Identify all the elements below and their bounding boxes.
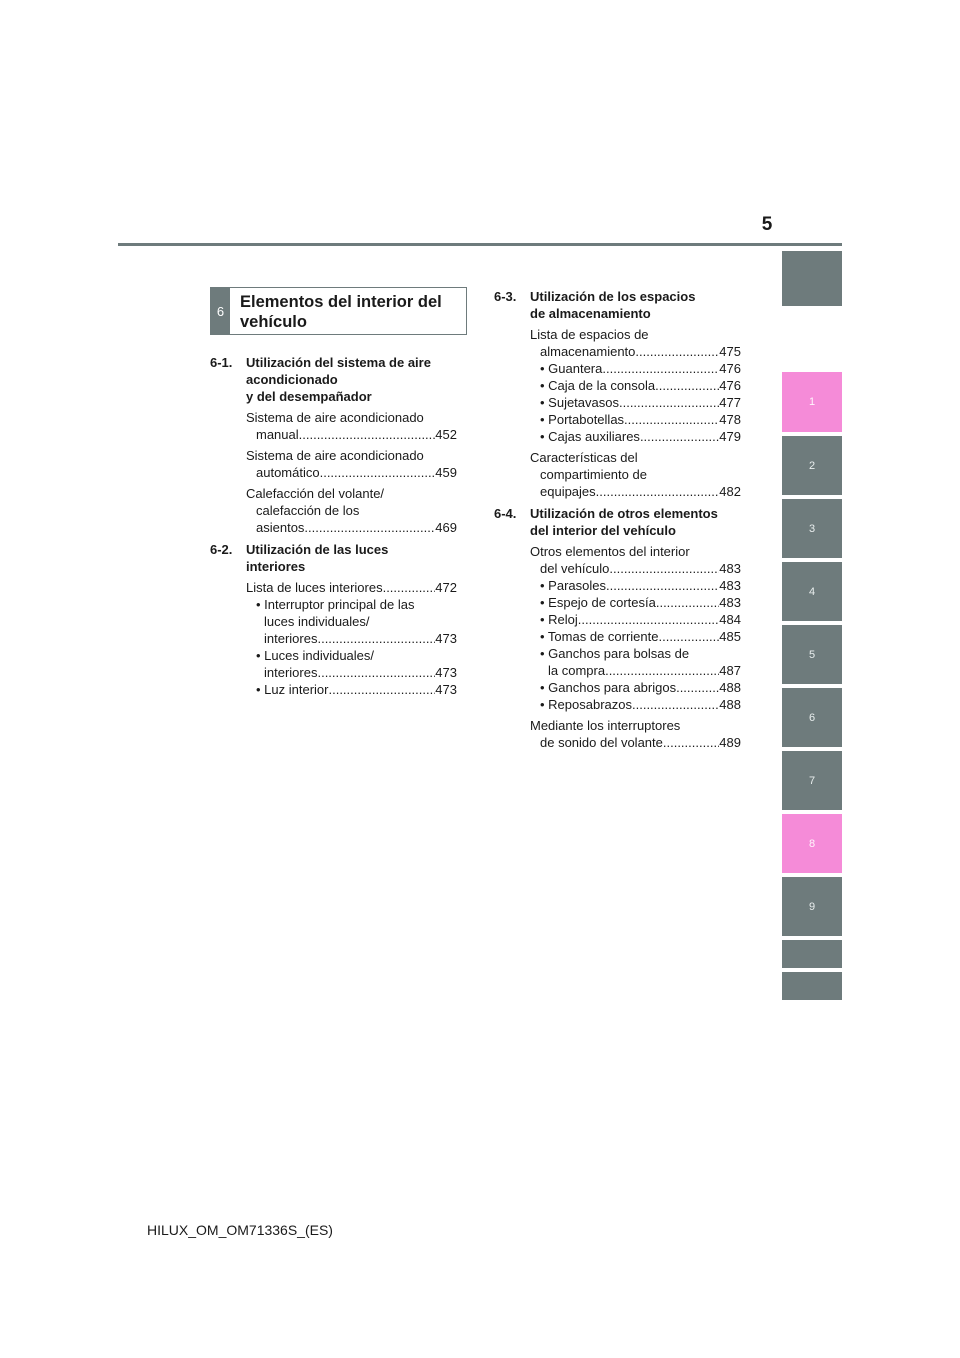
toc-group-number: 6-2. — [210, 542, 233, 557]
chapter-tab-5[interactable]: 5 — [782, 625, 842, 684]
toc-entry-line[interactable] — [530, 560, 741, 577]
toc-entry — [530, 543, 741, 713]
toc-group-heading — [210, 541, 457, 575]
toc-entry-text: Lista de luces interiores — [246, 580, 383, 595]
toc-group-title-line: Utilización de las luces — [246, 542, 389, 557]
toc-group-number: 6-1. — [210, 355, 233, 370]
toc-entry-line: Sistema de aire acondicionado — [246, 410, 424, 425]
toc-page-number: 483 — [719, 561, 741, 576]
toc-entry — [530, 449, 741, 500]
toc-entry — [246, 485, 457, 536]
toc-page-number: 478 — [719, 412, 741, 427]
toc-group-title — [246, 354, 457, 405]
toc-group-number: 6-3. — [494, 289, 517, 304]
toc-group-title-line: del interior del vehículo — [530, 523, 676, 538]
toc-group — [210, 354, 457, 536]
toc-entry-line[interactable] — [246, 579, 457, 596]
toc-page-number: 477 — [719, 395, 741, 410]
dot-leader — [605, 662, 719, 679]
toc-group-body — [210, 409, 457, 536]
toc-entry-text: manual — [256, 427, 299, 442]
toc-entry-line: • Ganchos para bolsas de — [540, 646, 690, 661]
toc-page-number: 488 — [719, 680, 741, 695]
section-header — [210, 287, 467, 335]
chapter-tab-7[interactable]: 7 — [782, 751, 842, 810]
dot-leader — [299, 426, 436, 443]
toc-entry-text: • Cajas auxiliares — [540, 429, 640, 444]
toc-entry-line[interactable] — [530, 394, 741, 411]
toc-entry-text: equipajes — [540, 484, 596, 499]
toc-page-number: 475 — [719, 344, 741, 359]
toc-entry-line: • Interruptor principal de las — [256, 597, 415, 612]
chapter-tab-1[interactable]: 1 — [782, 372, 842, 432]
dot-leader — [578, 611, 720, 628]
toc-entry-text: • Portabotellas — [540, 412, 625, 427]
toc-group-heading — [210, 354, 457, 405]
dot-leader — [635, 343, 719, 360]
dot-leader — [658, 628, 719, 645]
footer-doc-code: HILUX_OM_OM71336S_(ES) — [147, 1222, 333, 1238]
toc-entry-line[interactable] — [530, 577, 741, 594]
dot-leader — [676, 679, 719, 696]
toc-entry-line[interactable] — [530, 734, 741, 751]
toc-entry-line[interactable] — [246, 519, 457, 536]
toc-entry-line: calefacción de los — [256, 503, 360, 518]
toc-entry-text: • Tomas de corriente — [540, 629, 659, 644]
toc-entry — [530, 326, 741, 445]
toc-entry-text: interiores — [264, 665, 318, 680]
toc-page-number: 476 — [719, 378, 741, 393]
header-rule — [118, 243, 842, 246]
dot-leader — [328, 681, 435, 698]
toc-entry-line[interactable] — [530, 428, 741, 445]
toc-entry-text: almacenamiento — [540, 344, 636, 359]
toc-entry-line: Lista de espacios de — [530, 327, 649, 342]
dot-leader — [632, 696, 719, 713]
toc-entry-text: asientos — [256, 520, 305, 535]
dot-leader — [609, 560, 719, 577]
chapter-tab[interactable] — [782, 251, 842, 306]
toc-entry-line: luces individuales/ — [264, 614, 370, 629]
chapter-tab-8[interactable]: 8 — [782, 814, 842, 873]
dot-leader — [663, 734, 719, 751]
dot-leader — [317, 630, 435, 647]
dot-leader — [624, 411, 719, 428]
toc-page-number: 488 — [719, 697, 741, 712]
toc-entry-text: • Ganchos para abrigos — [540, 680, 677, 695]
toc-entry-line[interactable] — [530, 611, 741, 628]
section-title-line: Elementos del interior del — [240, 293, 442, 311]
toc-group-title-line: de almacenamiento — [530, 306, 651, 321]
toc-group-title-line: Utilización de los espacios — [530, 289, 696, 304]
toc-entry-line[interactable] — [530, 594, 741, 611]
toc-entry-text: interiores — [264, 631, 318, 646]
toc-entry-line: Otros elementos del interior — [530, 544, 690, 559]
toc-entry-line: Mediante los interruptores — [530, 718, 681, 733]
toc-page-number: 452 — [435, 427, 457, 442]
toc-page-number: 476 — [719, 361, 741, 376]
toc-entry-text: automático — [256, 465, 320, 480]
toc-group — [210, 541, 457, 698]
toc-entry — [246, 447, 457, 481]
toc-page-number: 482 — [719, 484, 741, 499]
chapter-tab-6[interactable]: 6 — [782, 688, 842, 747]
dot-leader — [596, 483, 720, 500]
toc-entry-text: la compra — [548, 663, 606, 678]
toc-entry-line[interactable] — [530, 628, 741, 645]
toc-entry-line: Calefacción del volante/ — [246, 486, 385, 501]
toc-entry-line[interactable] — [246, 664, 457, 681]
dot-leader — [655, 377, 719, 394]
toc-entry-line[interactable] — [530, 679, 741, 696]
toc-entry-line[interactable] — [246, 426, 457, 443]
toc-entry-line: • Luces individuales/ — [256, 648, 375, 663]
section-title-line: vehículo — [240, 313, 307, 331]
toc-group-body — [494, 543, 741, 751]
toc-entry-text: • Luz interior — [256, 682, 329, 697]
toc-entry-text: • Parasoles. — [540, 578, 610, 593]
toc-page-number: 473 — [435, 631, 457, 646]
toc-group-title-line: Utilización de otros elementos — [530, 506, 718, 521]
chapter-tab[interactable] — [782, 940, 842, 968]
toc-entry-line: compartimiento de — [540, 467, 647, 482]
toc-entry-text: • Reposabrazos — [540, 697, 632, 712]
dot-leader — [383, 579, 436, 596]
toc-entry-line: Características del — [530, 450, 638, 465]
toc-entry-line[interactable] — [530, 662, 741, 679]
toc-entry-line[interactable] — [530, 377, 741, 394]
toc-page-number: 483 — [719, 578, 741, 593]
dot-leader — [304, 519, 435, 536]
toc-entry — [246, 579, 457, 698]
toc-entry-line[interactable] — [246, 681, 457, 698]
toc-page-number: 487 — [719, 663, 741, 678]
toc-entry-text: • Caja de la consola — [540, 378, 656, 393]
toc-page-number: 469 — [435, 520, 457, 535]
toc-entry-text: • Espejo de cortesía — [540, 595, 656, 610]
dot-leader — [610, 577, 720, 594]
toc-page-number: 483 — [719, 595, 741, 610]
toc-page-number: 489 — [719, 735, 741, 750]
toc-group-title-line: y del desempañador — [246, 389, 372, 404]
dot-leader — [602, 360, 719, 377]
toc-entry-line[interactable] — [530, 696, 741, 713]
chapter-tab-9[interactable]: 9 — [782, 877, 842, 936]
toc-column-left — [210, 354, 457, 703]
toc-group-title-line: Utilización del sistema de aire — [246, 355, 431, 370]
toc-page-number: 479 — [719, 429, 741, 444]
toc-entry-line[interactable] — [246, 630, 457, 647]
dot-leader — [640, 428, 719, 445]
toc-group-body — [494, 326, 741, 500]
page-number: 5 — [761, 214, 773, 235]
toc-group-heading — [494, 288, 741, 322]
toc-page-number: 473 — [435, 682, 457, 697]
chapter-tab-4[interactable]: 4 — [782, 562, 842, 621]
toc-entry-text: • Sujetavasos — [540, 395, 619, 410]
dot-leader — [619, 394, 719, 411]
toc-group-title-line: acondicionado — [246, 372, 338, 387]
toc-group — [494, 288, 741, 500]
section-title — [230, 288, 466, 334]
toc-group-title — [530, 288, 741, 322]
toc-group-title — [246, 541, 457, 575]
toc-entry-line[interactable] — [530, 343, 741, 360]
toc-entry-line[interactable] — [246, 464, 457, 481]
toc-group-title-line: interiores — [246, 559, 306, 574]
toc-page-number: 485 — [719, 629, 741, 644]
section-number: 6 — [211, 288, 230, 334]
chapter-tab-2[interactable]: 2 — [782, 436, 842, 495]
toc-group-number: 6-4. — [494, 506, 517, 521]
toc-entry-line[interactable] — [530, 411, 741, 428]
toc-group — [494, 505, 741, 751]
toc-page-number: 473 — [435, 665, 457, 680]
toc-entry-text: del vehículo — [540, 561, 610, 576]
toc-group-heading — [494, 505, 741, 539]
toc-entry — [530, 717, 741, 751]
toc-page-number: 472 — [435, 580, 457, 595]
toc-entry-line[interactable] — [530, 360, 741, 377]
toc-page-number: 459 — [435, 465, 457, 480]
toc-group-title — [530, 505, 741, 539]
toc-page-number: 484 — [719, 612, 741, 627]
toc-entry-text: de sonido del volante — [540, 735, 663, 750]
toc-group-body — [210, 579, 457, 698]
toc-entry-line[interactable] — [530, 483, 741, 500]
toc-entry-line: Sistema de aire acondicionado — [246, 448, 424, 463]
toc-column-right — [494, 288, 741, 756]
toc-entry — [246, 409, 457, 443]
chapter-tab[interactable] — [782, 972, 842, 1000]
dot-leader — [656, 594, 719, 611]
toc-entry-text: • Guantera — [540, 361, 603, 376]
toc-entry-text: • Reloj — [540, 612, 578, 627]
dot-leader — [320, 464, 436, 481]
chapter-tab-3[interactable]: 3 — [782, 499, 842, 558]
dot-leader — [317, 664, 435, 681]
